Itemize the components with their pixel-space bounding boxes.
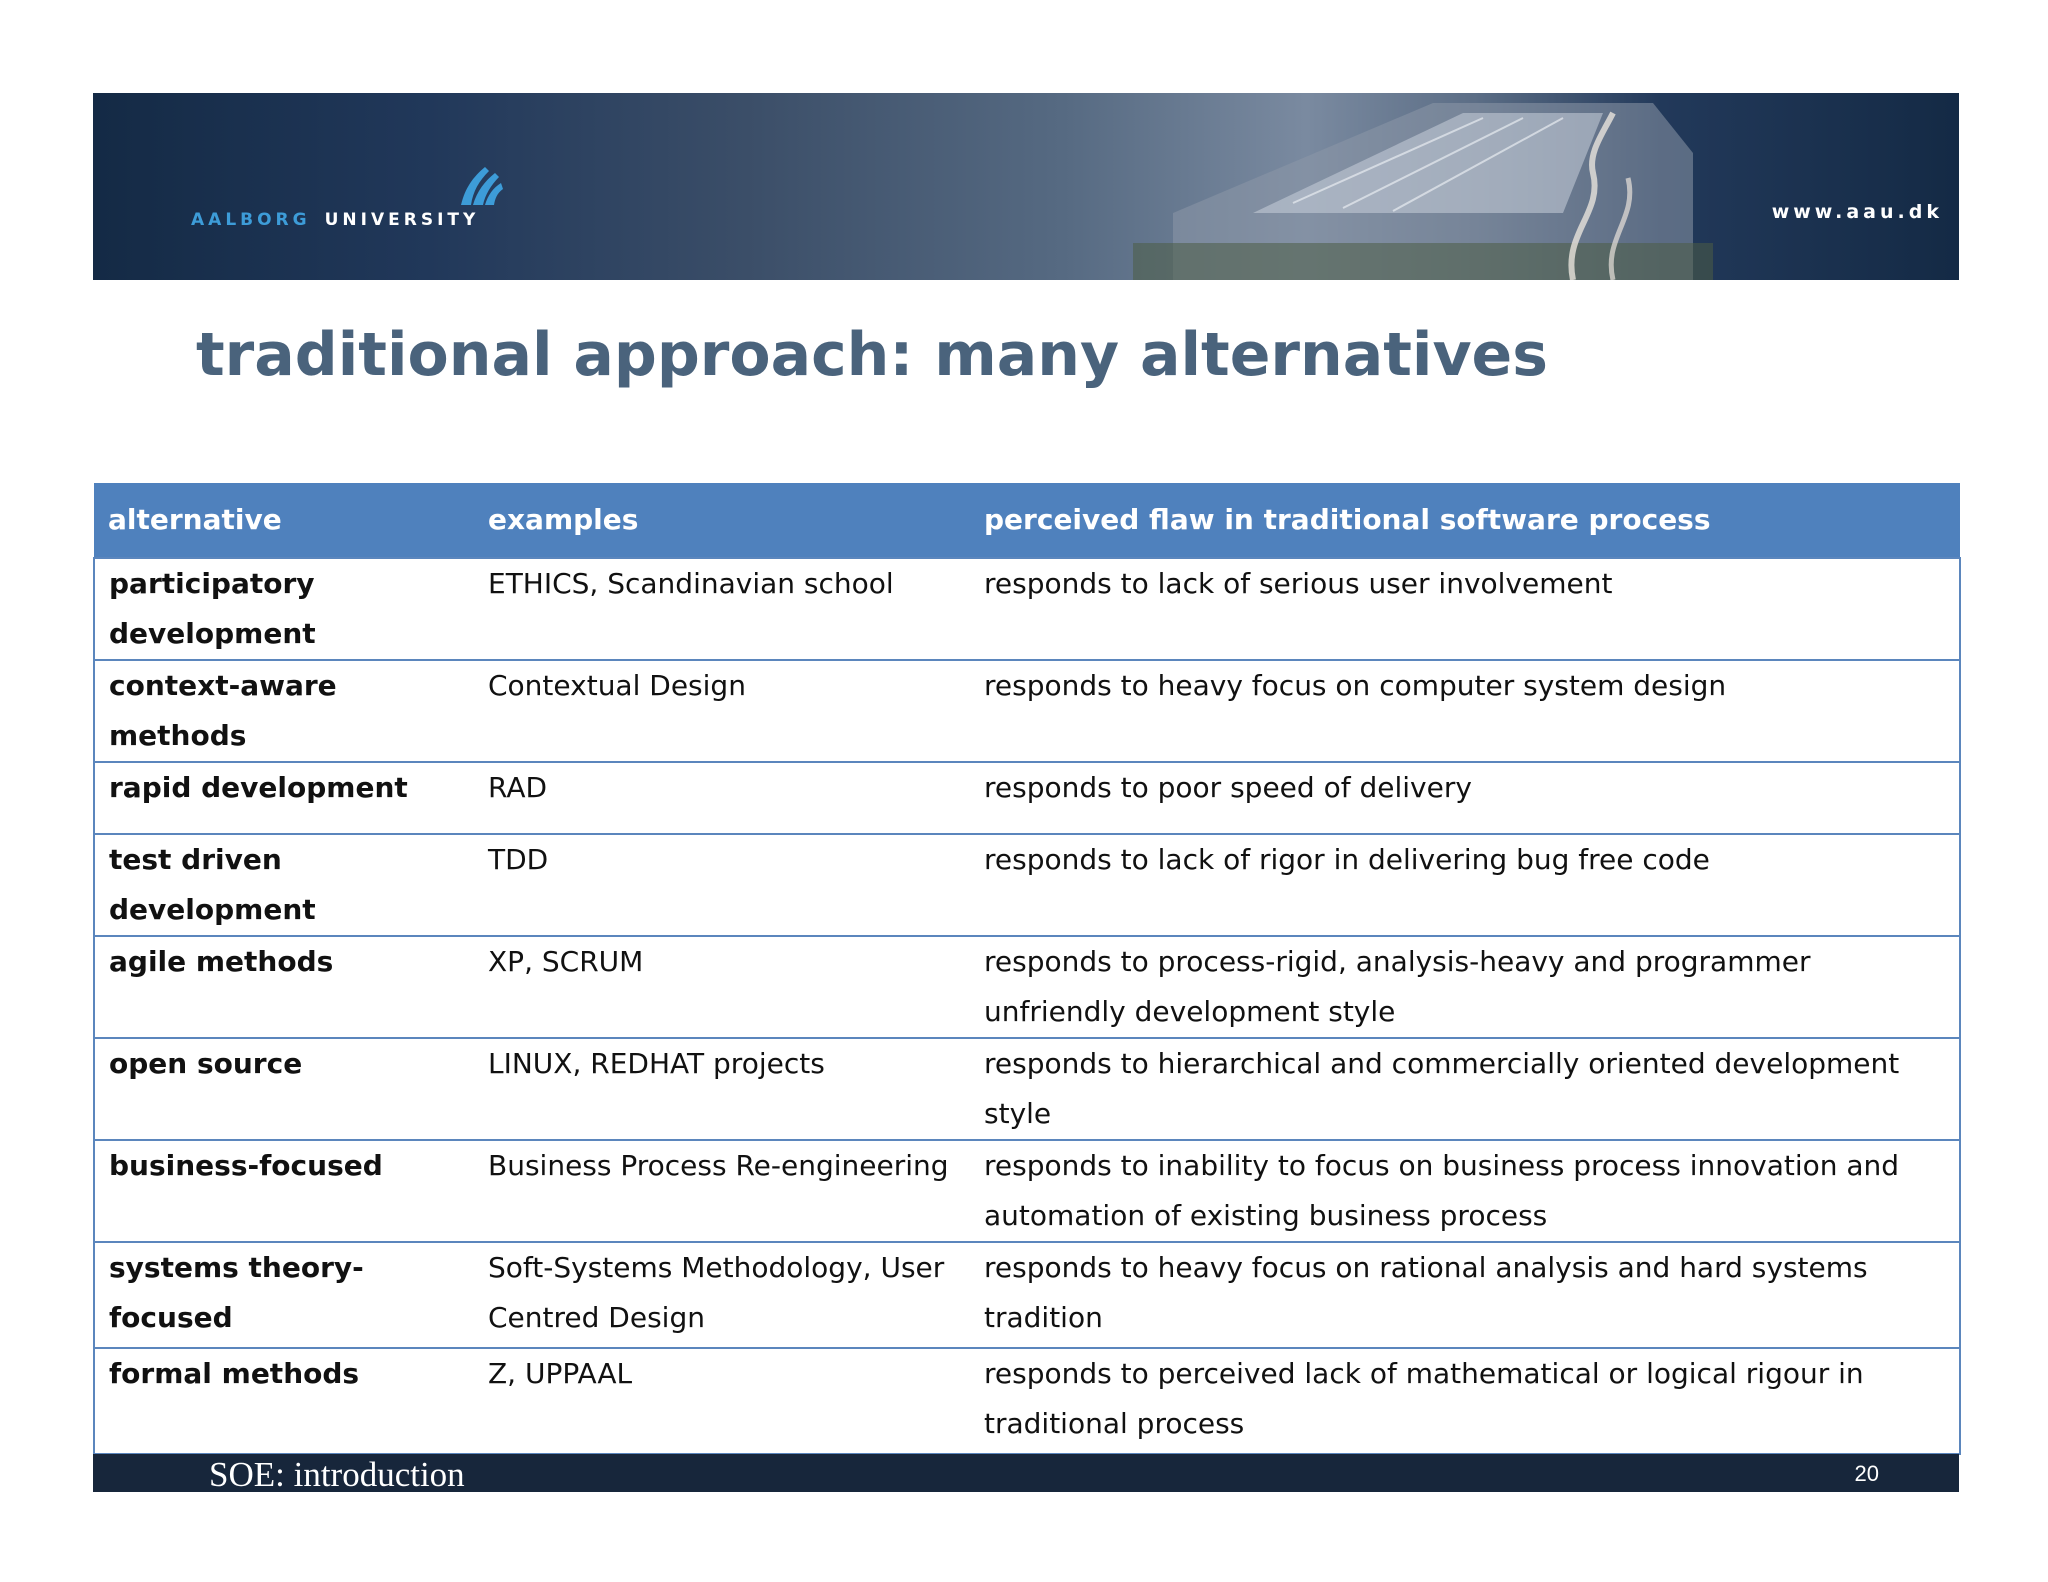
cell-alternative: context-aware methods <box>94 660 474 762</box>
footer-bar <box>93 1454 1959 1492</box>
table-row <box>94 834 1960 936</box>
header-alternative: alternative <box>94 483 474 558</box>
cell-examples: XP, SCRUM <box>474 936 970 1038</box>
table-row <box>94 1242 1960 1348</box>
cell-alternative: open source <box>94 1038 474 1140</box>
cell-examples: Business Process Re-engineering <box>474 1140 970 1242</box>
table-row <box>94 936 1960 1038</box>
cell-examples: ETHICS, Scandinavian school <box>474 558 970 660</box>
cell-examples: Contextual Design <box>474 660 970 762</box>
cell-alternative: formal methods <box>94 1348 474 1454</box>
alternatives-table <box>93 483 1961 1455</box>
cell-alternative: rapid development <box>94 762 474 834</box>
cell-alternative: participatory development <box>94 558 474 660</box>
cell-flaw: responds to heavy focus on rational analysis and hard systems tradition <box>970 1242 1960 1348</box>
campus-building-photo <box>1133 93 1713 280</box>
cell-alternative: test driven development <box>94 834 474 936</box>
table-header-row <box>94 483 1960 558</box>
table-row <box>94 1348 1960 1454</box>
cell-examples: Soft-Systems Methodology, User Centred Design <box>474 1242 970 1348</box>
table-row <box>94 660 1960 762</box>
aau-logo-icon <box>455 163 505 207</box>
cell-flaw: responds to hierarchical and commercially oriented development style <box>970 1038 1960 1140</box>
cell-flaw: responds to poor speed of delivery <box>970 762 1960 834</box>
cell-alternative: business-focused <box>94 1140 474 1242</box>
cell-examples: TDD <box>474 834 970 936</box>
cell-flaw: responds to process-rigid, analysis-heavy and programmer unfriendly development style <box>970 936 1960 1038</box>
cell-examples: LINUX, REDHAT projects <box>474 1038 970 1140</box>
table-row <box>94 1140 1960 1242</box>
header-perceived-flaw: perceived flaw in traditional software process <box>970 483 1960 558</box>
cell-alternative: agile methods <box>94 936 474 1038</box>
university-wordmark <box>191 205 479 235</box>
table-row <box>94 762 1960 834</box>
cell-alternative: systems theory-focused <box>94 1242 474 1348</box>
logo-word-aalborg: AALBORG <box>191 210 311 230</box>
cell-flaw: responds to perceived lack of mathematical or logical rigour in traditional process <box>970 1348 1960 1454</box>
page-number: 20 <box>1854 1461 1879 1486</box>
cell-examples: RAD <box>474 762 970 834</box>
cell-examples: Z, UPPAAL <box>474 1348 970 1454</box>
cell-flaw: responds to lack of serious user involvement <box>970 558 1960 660</box>
logo-word-university: UNIVERSITY <box>324 210 480 230</box>
header-examples: examples <box>474 483 970 558</box>
header-banner <box>93 93 1959 280</box>
website-url: www.aau.dk <box>1771 201 1943 223</box>
table-row <box>94 558 1960 660</box>
slide-title: traditional approach: many alternatives <box>196 320 1548 390</box>
footer-course-label: SOE: introduction <box>209 1455 465 1494</box>
cell-flaw: responds to inability to focus on business process innovation and automation of existing business process <box>970 1140 1960 1242</box>
table-row <box>94 1038 1960 1140</box>
cell-flaw: responds to heavy focus on computer system design <box>970 660 1960 762</box>
cell-flaw: responds to lack of rigor in delivering bug free code <box>970 834 1960 936</box>
